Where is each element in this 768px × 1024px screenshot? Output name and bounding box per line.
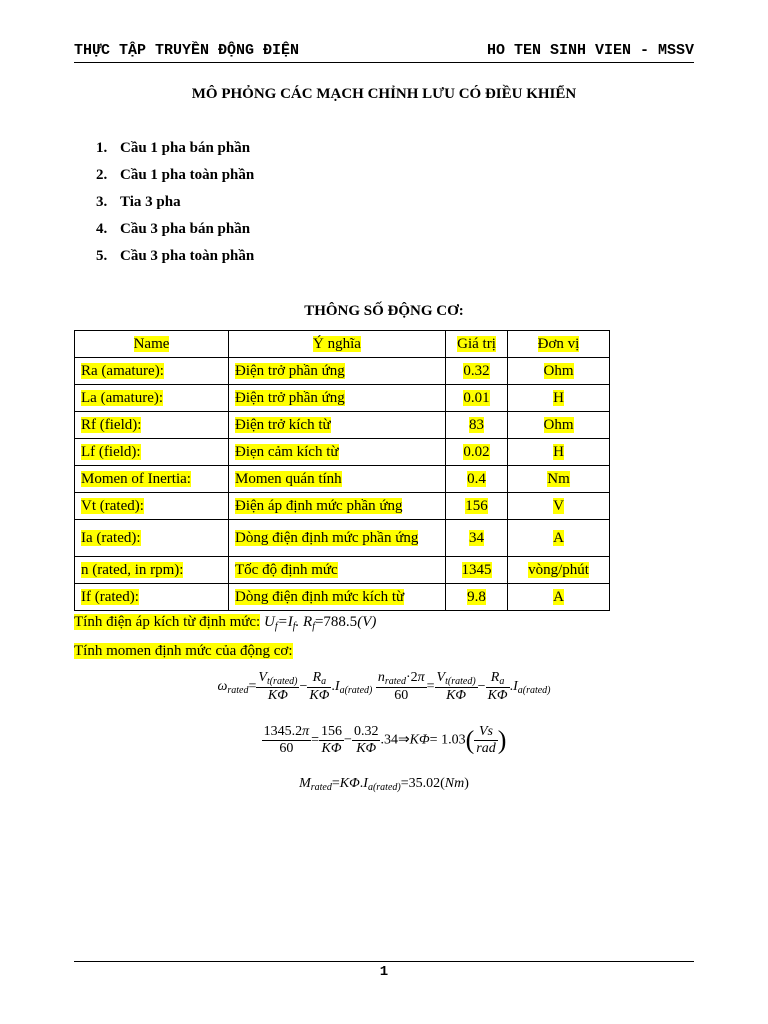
- table-row: La (amature): Điện trở phần ứng 0.01 H: [75, 385, 610, 412]
- list-item: 2. Cầu 1 pha toàn phần: [96, 167, 255, 183]
- rated-torque-label: Tính momen định mức của động cơ:: [74, 643, 293, 659]
- table-row: Vt (rated): Điện áp định mức phần ứng 156 V: [75, 493, 610, 520]
- field-voltage-label: Tính điện áp kích từ định mức:: [74, 614, 261, 630]
- page-footer-rule: [74, 961, 694, 962]
- field-voltage-equation: $U_f=I_f$. $R_f=788.5(V)$: [263, 614, 377, 632]
- header-course-title: THỰC TẬP TRUYỀN ĐỘNG ĐIỆN: [74, 42, 300, 59]
- motor-params-title: THÔNG SỐ ĐỘNG CƠ:: [304, 303, 464, 319]
- list-item: 5. Cầu 3 pha toàn phần: [96, 248, 255, 264]
- table-row: n (rated, in rpm): Tốc độ định mức 1345 vòng/phút: [75, 557, 610, 584]
- table-row: Ia (rated): Dòng điện định mức phần ứng 34 A: [75, 520, 610, 557]
- rated-torque-equation: $M_{rated}=K\Phi.I_{a(rated)}=35.02(Nm)$: [299, 776, 469, 793]
- header-student-info: HO TEN SINH VIEN - MSSV: [486, 42, 694, 59]
- page-header: [74, 40, 694, 63]
- table-row: Lf (field): Điẹn cảm kích từ 0.02 H: [75, 439, 610, 466]
- field-voltage-calc: [74, 614, 376, 632]
- speed-equation: $\omega_{rated}=$ $\frac{V_{t(rated)}}{K\Phi}$ − $\frac{R_a}{K\Phi}$ $.I_{a(rated)}$ $\frac{n_{rated}\cdot 2\pi}{60}$ = $\frac{V_{t(rated)}}{K\Phi}$ − $\frac{R_a}{K\Phi}$ $.I_{a(rated)}$: [217, 670, 551, 703]
- table-row: Ra (amature): Điện trở phần ứng 0.32 Ohm: [75, 358, 610, 385]
- list-item: 1. Cầu 1 pha bán phần: [96, 140, 251, 156]
- page-number: 1: [379, 964, 389, 980]
- kphi-equation: $\frac{1345.2\pi}{60}$ = $\frac{156}{K\Phi}$ − $\frac{0.32}{K\Phi}$ .34⇒KΦ= 1.03( $\frac{Vs}{\text{rad}}$ ): [263, 724, 507, 756]
- list-item: 4. Cầu 3 pha bán phần: [96, 221, 251, 237]
- rated-torque-label-row: [74, 643, 293, 660]
- list-item: 3. Tia 3 pha: [96, 194, 181, 210]
- table-row: If (rated): Dòng điện định mức kích từ 9.8 A: [75, 584, 610, 611]
- table-header-row: Name Ý nghĩa Giá trị Đơn vị: [75, 331, 610, 358]
- table-row: Momen of Inertia: Momen quán tính 0.4 Nm: [75, 466, 610, 493]
- table-row: Rf (field): Điện trở kích từ 83 Ohm: [75, 412, 610, 439]
- circuit-list: [96, 140, 254, 275]
- document-title: MÔ PHỎNG CÁC MẠCH CHỈNH LƯU CÓ ĐIỀU KHIỂN: [191, 86, 577, 102]
- motor-params-table: [74, 330, 610, 611]
